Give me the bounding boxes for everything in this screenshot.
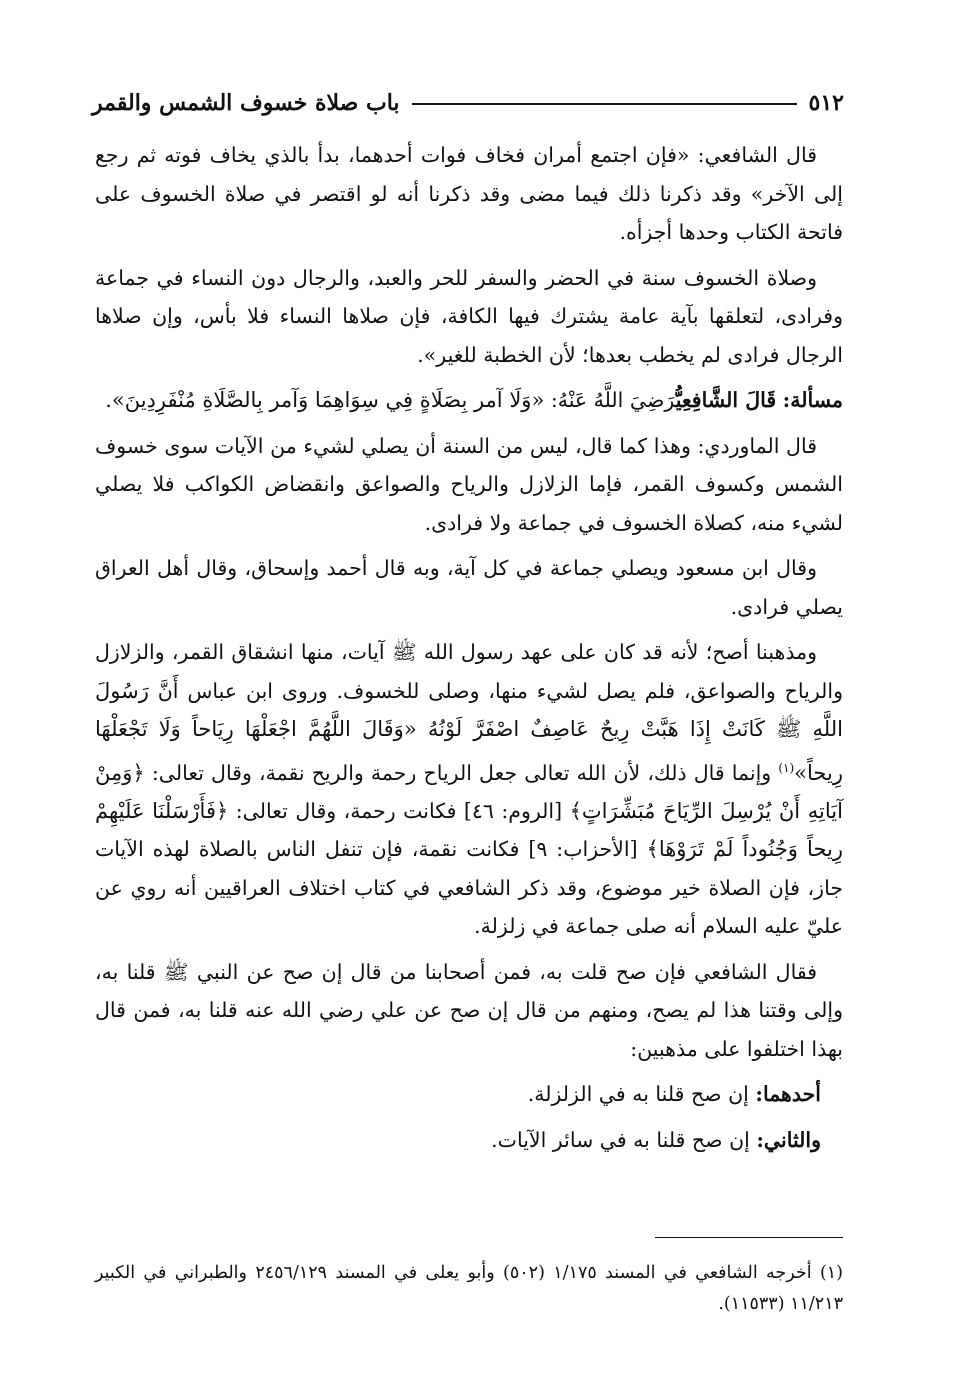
hadith-text: رَسُولَ اللَّهِ ﷺ كَانَتْ إِذَا هَبَّتْ رِيحٌ عَاصِفٌ اصْفَرَّ لَوْنُهُ «وَقَالَ اللَّهُمَّ اجْعَلْهَا رِيَاحاً وَلَا تَجْعَلْهَا رِيحاً» xyxy=(95,678,843,785)
footnote-text: أخرجه الشافعي في المسند ١/١٧٥ (٥٠٢) وأبو يعلى في المسند ٢٤٥٦/١٢٩ والطبراني في الكبير ١١/٢١٣ (١١٥٣٣). xyxy=(95,1263,843,1314)
masala-paragraph xyxy=(95,381,843,420)
page-number: ٥١٢ xyxy=(808,90,844,116)
footnote xyxy=(95,1258,843,1320)
paragraph: فقال الشافعي فإن صح قلت به، فمن أصحابنا من قال إن صح عن النبي ﷺ قلنا به، وإلى وقتنا هذا لم يصح، ومنهم من قال إن صح عن علي رضي الله عنه قلنا به، فمن قال بهذا اختلفوا على مذهبين: xyxy=(95,959,843,1061)
long-paragraph xyxy=(95,633,843,946)
option-text: إن صح قلنا به في سائر الآيات. xyxy=(491,1127,750,1152)
footnote-rule xyxy=(655,1237,843,1238)
long-para-part2: وإنما قال ذلك، لأن الله تعالى جعل الرياح رحمة والريح نقمة، وقال تعالى: xyxy=(151,760,772,785)
masala-label: مسألة: xyxy=(782,388,843,412)
options-list xyxy=(95,1075,843,1159)
long-para-part3: [الروم: ٤٦] فكانت رحمة، وقال تعالى: xyxy=(235,798,563,823)
page-header xyxy=(92,88,844,118)
option-text: إن صح قلنا به في الزلزلة. xyxy=(527,1082,749,1107)
long-para-part4: [الأحزاب: ٩] فكانت نقمة، فإن تنفل الناس بالصلاة لهذه الآيات جاز، فإن الصلاة خير موضوع، وقد ذكر الشافعي في كتاب اختلاف العراقيين أنه روي عن عليّ عليه السلام أنه صلى جماعة في زلزلة. xyxy=(95,837,843,939)
option-label: والثاني: xyxy=(756,1127,821,1152)
footnote-number: (١) xyxy=(819,1263,843,1283)
quran-verse: ﴿فَأَرْسَلْنَا عَلَيْهِمْ رِيحاً وَجُنُوداً لَمْ تَرَوْهَا﴾ xyxy=(95,798,843,862)
paragraph: قال الماوردي: وهذا كما قال، ليس من السنة أن يصلي لشيء من الآيات سوى خسوف الشمس وكسوف القمر، فإما الزلازل والرياح والصواعق وانقضاض الكواكب فلا يصلي لشيء منه، كصلاة الخسوف في جماعة ولا فرادى. xyxy=(95,433,843,535)
masala-quote: «وَلَا آمر بِصَلَاةٍ فِي سِوَاهِمَا وَآمر بِالصَّلَاةِ مُنْفَرِدِينَ». xyxy=(105,388,545,412)
masala-name: قَالَ الشَّافِعِيُّ xyxy=(675,388,777,412)
paragraph: وقال ابن مسعود ويصلي جماعة في كل آية، وبه قال أحمد وإسحاق، وقال أهل العراق يصلي فرادى. xyxy=(95,556,843,619)
option-label: أحدهما: xyxy=(755,1082,821,1107)
header-rule xyxy=(412,103,797,105)
option-item xyxy=(95,1075,843,1114)
masala-honorific: رَضِيَ اللَّهُ عَنْهُ: xyxy=(550,388,676,412)
option-item xyxy=(95,1121,843,1160)
paragraph: وصلاة الخسوف سنة في الحضر والسفر للحر والعبد، والرجال دون النساء في جماعة وفرادى، لتعلقها بآية عامة يشترك فيها الكافة، فإن صلاها النساء فلا بأس، وإن صلاها الرجال فرادى لم يخطب بعدها؛ لأن الخطبة للغير». xyxy=(95,265,843,367)
running-title: باب صلاة خسوف الشمس والقمر xyxy=(92,90,400,116)
quran-verse: ﴿وَمِنْ آيَاتِهِ أَنْ يُرْسِلَ الرِّيَاحَ مُبَشِّرَاتٍ﴾ xyxy=(95,760,843,823)
long-para-part1: ومذهبنا أصح؛ لأنه قد كان على عهد رسول الله ﷺ آيات، منها انشقاق القمر، والزلازل والرياح والصواعق، فلم يصل لشيء منها، وصلى للخسوف. وروى ابن عباس أَنَّ xyxy=(95,640,843,703)
page-body xyxy=(95,136,843,1166)
paragraph: قال الشافعي: «فإن اجتمع أمران فخاف فوات أحدهما، بدأ بالذي يخاف فوته ثم رجع إلى الآخر» وقد ذكرنا ذلك فيما مضى وقد ذكرنا أنه لو اقتصر في صلاة الخسوف على فاتحة الكتاب وحدها أجزأه. xyxy=(95,143,843,244)
footnote-marker[interactable]: (١) xyxy=(778,760,795,775)
